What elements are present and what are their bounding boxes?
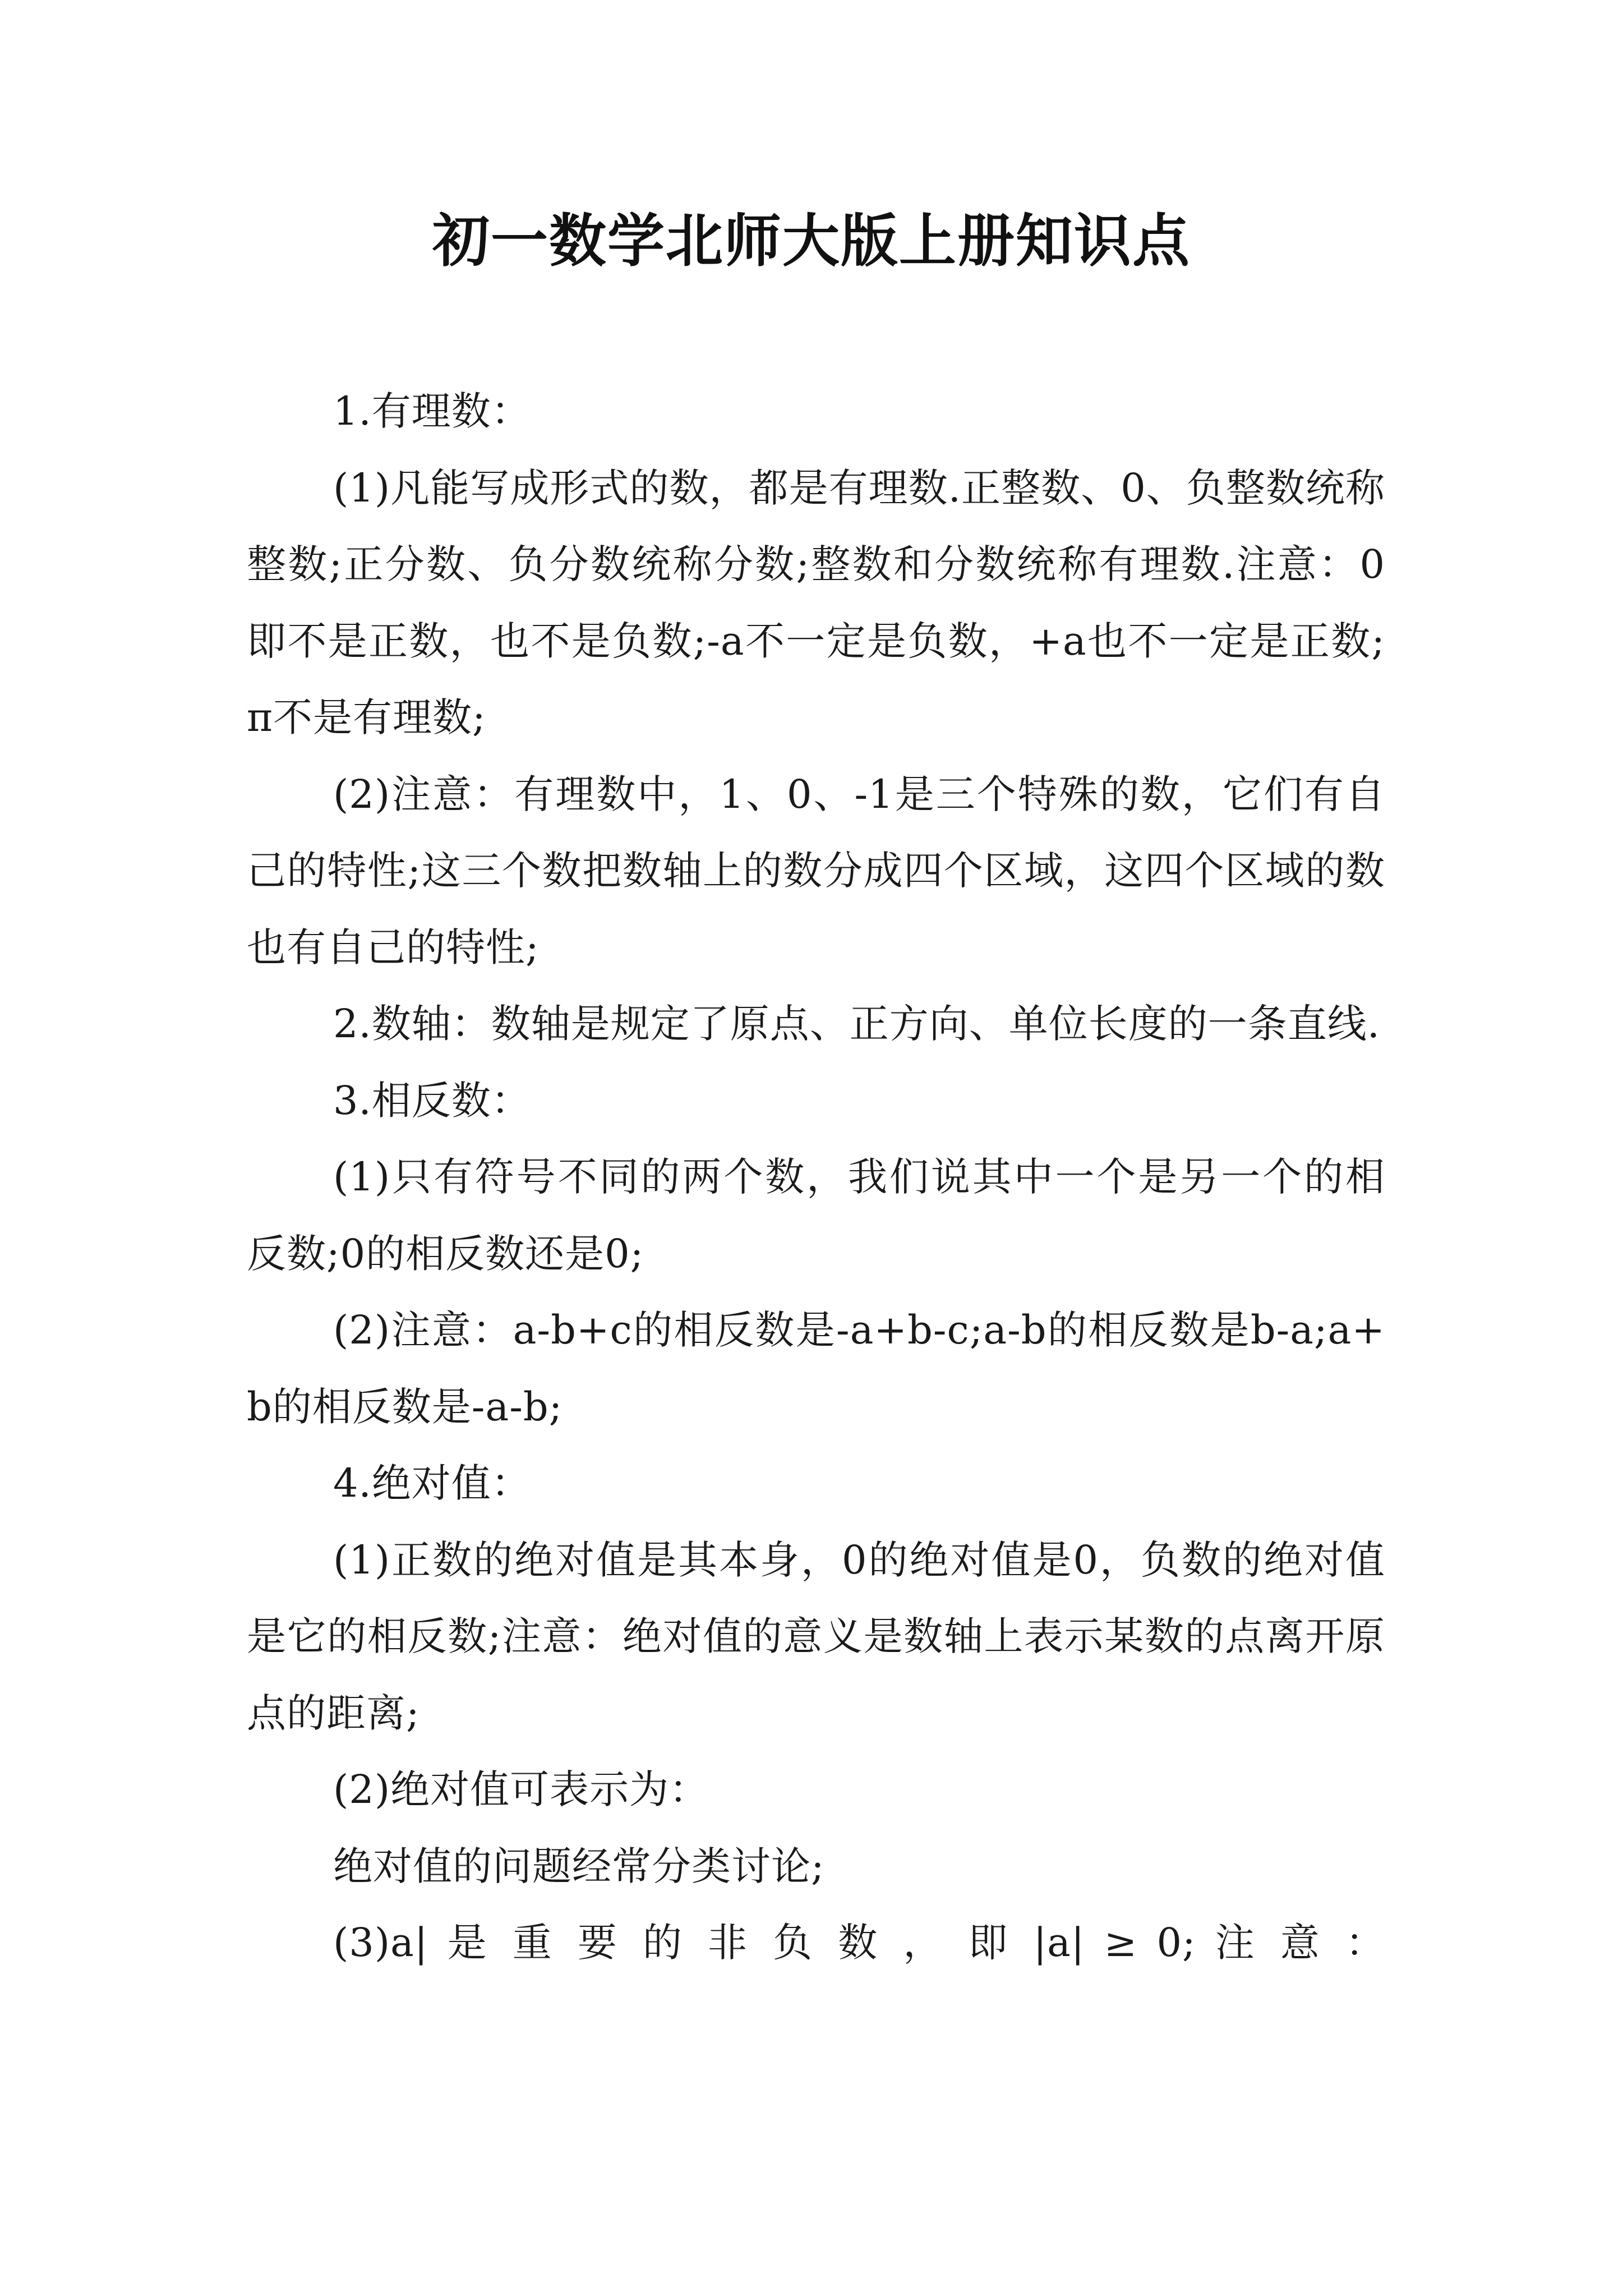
paragraph-rational-numbers-definition: (1)凡能写成形式的数，都是有理数.正整数、0、负整数统称整数;正分数、负分数统称分数;整数和分数统称有理数.注意：0即不是正数，也不是负数;-a不一定是负数，+a也不一定是正数;π不是有理数;	[247, 464, 1385, 740]
paragraph-absolute-value-heading: 4.绝对值：	[333, 1460, 531, 1506]
paragraph-number-line: 2.数轴：数轴是规定了原点、正方向、单位长度的一条直线.	[333, 1001, 1381, 1047]
paragraph-rational-numbers-note: (2)注意：有理数中，1、0、-1是三个特殊的数，它们有自己的特性;这三个数把数轴上的数分成四个区域，这四个区域的数也有自己的特性;	[247, 771, 1385, 970]
document-title: 初一数学北师大版上册知识点	[432, 208, 1191, 275]
paragraph-absolute-value-discussion: 绝对值的问题经常分类讨论;	[333, 1843, 825, 1889]
paragraph-absolute-value-expression: (2)绝对值可表示为：	[333, 1766, 709, 1812]
paragraph-opposite-numbers-note: (2)注意：a-b+c的相反数是-a+b-c;a-b的相反数是b-a;a+b的相反数是-a-b;	[247, 1307, 1385, 1430]
paragraph-opposite-numbers-heading: 3.相反数：	[333, 1077, 531, 1124]
paragraph-absolute-value-definition: (1)正数的绝对值是其本身，0的绝对值是0，负数的绝对值是它的相反数;注意：绝对值的意义是数轴上表示某数的点离开原点的距离;	[247, 1536, 1385, 1736]
paragraph-rational-numbers-heading: 1.有理数：	[333, 388, 531, 434]
paragraph-opposite-numbers-definition: (1)只有符号不同的两个数，我们说其中一个是另一个的相反数;0的相反数还是0;	[247, 1154, 1385, 1277]
paragraph-absolute-value-nonnegative: (3)a| 是 重 要 的 非 负 数 ， 即 |a| ≥ 0; 注 意 ：	[333, 1920, 1385, 1966]
document-body	[247, 373, 1385, 1981]
